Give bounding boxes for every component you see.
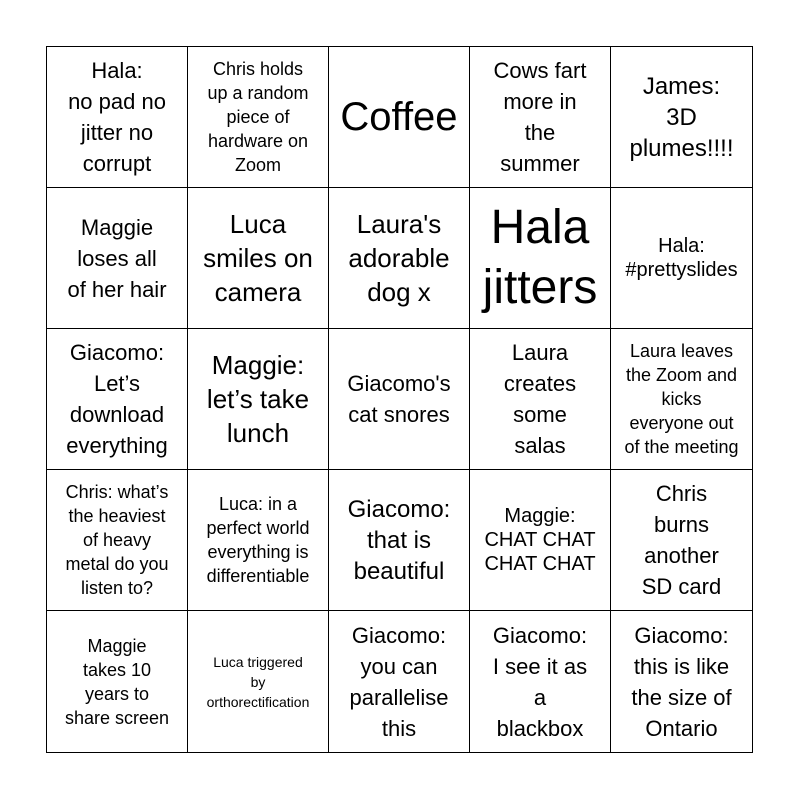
bingo-cell[interactable] [470,47,611,188]
bingo-cell[interactable] [188,188,329,329]
cell-text: Maggie loses all of her hair [67,214,167,302]
cell-text: Luca triggered by orthorectification [206,653,310,710]
cell-text: Giacomo's cat snores [347,371,451,427]
cell-text: Laura creates some salas [503,340,577,458]
bingo-cell[interactable] [611,329,752,470]
cell-text: Luca smiles on camera [203,209,313,307]
bingo-cell[interactable] [329,470,470,611]
bingo-board [46,46,753,753]
bingo-cell[interactable] [47,329,188,470]
bingo-cell[interactable] [188,611,329,752]
bingo-cell[interactable] [470,329,611,470]
cell-text: Giacomo: I see it as a blackbox [492,622,588,741]
cell-text: Giacomo: you can parallelise this [349,622,449,741]
bingo-cell[interactable] [329,611,470,752]
cell-text: Hala: no pad no jitter no corrupt [68,58,166,176]
cell-text: Chris: what’s the heaviest of heavy metal do you listen to? [65,482,169,598]
bingo-cell[interactable] [47,188,188,329]
bingo-cell[interactable] [188,329,329,470]
cell-text: Luca: in a perfect world everything is differentiable [206,494,310,586]
cell-text: Coffee [340,95,458,139]
bingo-cell[interactable] [47,611,188,752]
cell-text: Giacomo: this is like the size of Ontario [631,622,732,741]
bingo-cell[interactable] [188,47,329,188]
bingo-cell[interactable] [611,470,752,611]
cell-text: Hala jitters [482,201,598,314]
cell-text: Giacomo: that is beautiful [347,495,451,585]
bingo-cell[interactable] [329,329,470,470]
cell-text: Laura leaves the Zoom and kicks everyone out of the meeting [624,341,739,457]
bingo-cell[interactable] [47,470,188,611]
bingo-cell[interactable] [470,470,611,611]
bingo-cell[interactable] [611,611,752,752]
bingo-cell[interactable] [611,47,752,188]
bingo-cell[interactable] [329,188,470,329]
bingo-cell[interactable] [329,47,470,188]
cell-text: Maggie: let’s take lunch [206,350,310,448]
bingo-cell[interactable] [188,470,329,611]
cell-text: Giacomo: Let’s download everything [66,340,168,458]
bingo-cell[interactable] [470,188,611,329]
cell-text: Chris holds up a random piece of hardware on Zoom [207,59,309,175]
cell-text: Chris burns another SD card [641,481,722,599]
cell-text: Cows fart more in the summer [493,58,587,176]
bingo-cell[interactable] [611,188,752,329]
bingo-cell[interactable] [47,47,188,188]
bingo-cell[interactable] [470,611,611,752]
cell-text: Maggie: CHAT CHAT CHAT CHAT [484,505,596,575]
cell-text: Maggie takes 10 years to share screen [64,635,170,728]
cell-text: Laura's adorable dog x [348,209,450,307]
cell-text: Hala: #prettyslides [625,235,738,281]
cell-text: James: 3D plumes!!!! [629,72,734,162]
